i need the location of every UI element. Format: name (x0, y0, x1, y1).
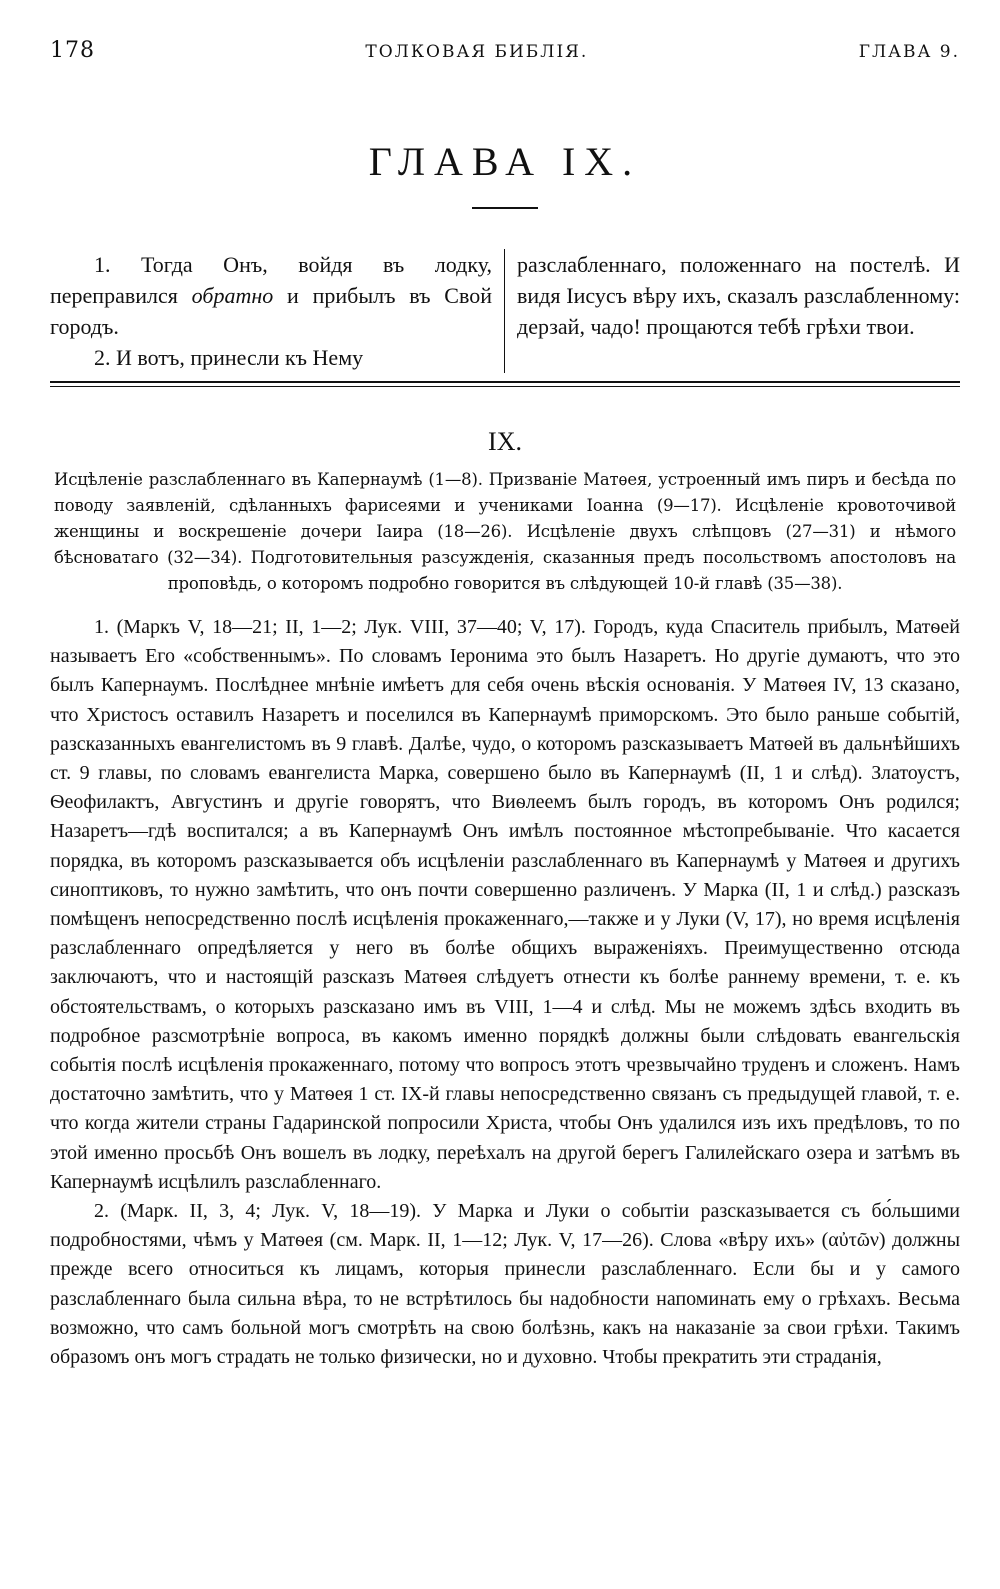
bible-column-left (50, 249, 505, 373)
title-rule (472, 207, 538, 209)
chapter-summary: Исцѣленіе разслабленнаго въ Капернаумѣ (1—8). Призваніе Матѳея, устроенный имъ пиръ и бесѣда по поводу заявленій, сдѣланныхъ фарисеями и учениками Іоанна (9—17). Исцѣленіе кровоточивой женщины и воскрешеніе дочери Іаира (18—26). Исцѣленіе двухъ слѣпцовъ (27—31) и нѣмого бѣсноватаго (32—34). Подготовительныя разсужденія, сказанныя предъ посольствомъ апостоловъ на проповѣдь, о которомъ подробно говорится въ слѣдующей 10-й главѣ (35—38). (54, 470, 956, 593)
bible-column-right (505, 249, 960, 373)
verse-1 (50, 249, 492, 342)
section-divider (50, 381, 960, 387)
chapter-label: ГЛАВА 9. (858, 42, 960, 62)
section-number: IX. (488, 427, 522, 456)
verse-1-text-a: 1. Тогда Онъ, войдя въ лодку, переправился (50, 252, 492, 308)
commentary-paragraph-1: 1. (Маркъ V, 18—21; II, 1—2; Лук. VIII, 37—40; V, 17). Городъ, куда Спаситель прибылъ, Матѳей называетъ Его «собственнымъ». По словамъ Іеронима это былъ Назаретъ. Но другіе думаютъ, что это былъ Капернаумъ. Послѣднее мнѣніе имѣетъ для себя очень вѣскія основанія. У Матѳея IV, 13 сказано, что Христосъ оставилъ Назаретъ и поселился въ Капернаумѣ приморскомъ. Это было раньше событій, разсказанныхъ евангелистомъ въ 9 главѣ. Далѣе, чудо, о которомъ разсказываетъ Матѳей въ дальнѣйшихъ ст. 9 главы, по словамъ евангелиста Марка, совершено было въ Капернаумѣ (II, 1 и слѣд). Златоустъ, Ѳеофилактъ, Августинъ и другіе говорятъ, что Виѳлеемъ былъ городъ, въ которомъ Онъ родился; Назаретъ—гдѣ воспитался; а въ Капернаумѣ Онъ имѣлъ постоянное мѣстопребываніе. Что касается порядка, въ которомъ разсказывается объ исцѣленіи разслабленнаго въ Капернаумѣ у Матѳея и другихъ синоптиковъ, то нужно замѣтить, что онъ почти совершенно различенъ. У Марка (II, 1 и слѣд.) разсказъ помѣщенъ непосредственно послѣ исцѣленія прокаженнаго,—также и у Луки (V, 17), но время исцѣленія разслабленнаго опредѣляется у него въ болѣе общихъ выраженіяхъ. Преимущественно отсюда заключаютъ, что и настоящій разсказъ Матѳея слѣдуетъ отнести къ болѣе раннему времени, т. е. къ обстоятельствамъ, о которыхъ разсказано имъ въ VIII, 1—4 и слѣд. Мы не можемъ здѣсь входить въ подробное разсмотрѣніе вопроса, въ какомъ именно порядкѣ должны были слѣдовать евангельскія событія послѣ исцѣленія прокаженнаго, потому что вопросъ этотъ чрезвычайно труденъ и сложенъ. Намъ достаточно замѣтить, что у Матѳея 1 ст. IX-й главы непосредственно связанъ съ предыдущей главой, т. е. что когда жители страны Гадаринской попросили Христа, чтобы Онъ удалился изъ ихъ предѣловъ, то по этой именно просьбѣ Онъ вошелъ въ лодку, переѣхалъ на другой берегъ Галилейскаго озера и затѣмъ въ Капернаумѣ исцѣлилъ разслабленнаго. (50, 616, 960, 1193)
verse-1-italic: обратно (191, 283, 274, 308)
verse-2: 2. И вотъ, принесли къ Нему (94, 345, 364, 370)
verse-2-continued: разслабленнаго, положеннаго на постелѣ. И видя Іисусъ вѣру ихъ, сказалъ разслабленному: дерзай, чадо! прощаются тебѣ грѣхи твои. (517, 252, 960, 339)
bible-text (50, 249, 960, 373)
verse-1-text-b: и прибылъ въ Свой городъ. (50, 283, 492, 339)
page-number: 178 (50, 38, 95, 63)
running-head (50, 38, 960, 78)
book-title: ТОЛКОВАЯ БИБЛІЯ. (365, 42, 589, 62)
commentary-paragraph-2: 2. (Марк. II, 3, 4; Лук. V, 18—19). У Марка и Луки о событіи разсказывается съ бо́льшими подробностями, чѣмъ у Матѳея (см. Марк. II, 1—12; Лук. V, 17—26). Слова «вѣру ихъ» (αὐτῶν) должны прежде всего относиться къ лицамъ, которыя принесли разслабленнаго. Если бы и у самого разслабленнаго была сильна вѣра, то не встрѣтилось бы надобности напоминать ему о грѣхахъ. Весьма возможно, что самъ больной могъ смотрѣть на свою болѣзнь, какъ на наказаніе за свои грѣхи. Такимъ образомъ онъ могъ страдать не только физически, но и духовно. Чтобы прекратить эти страданія, (50, 1200, 960, 1369)
commentary (50, 613, 960, 1372)
chapter-title: ГЛАВА IX. (368, 139, 642, 184)
